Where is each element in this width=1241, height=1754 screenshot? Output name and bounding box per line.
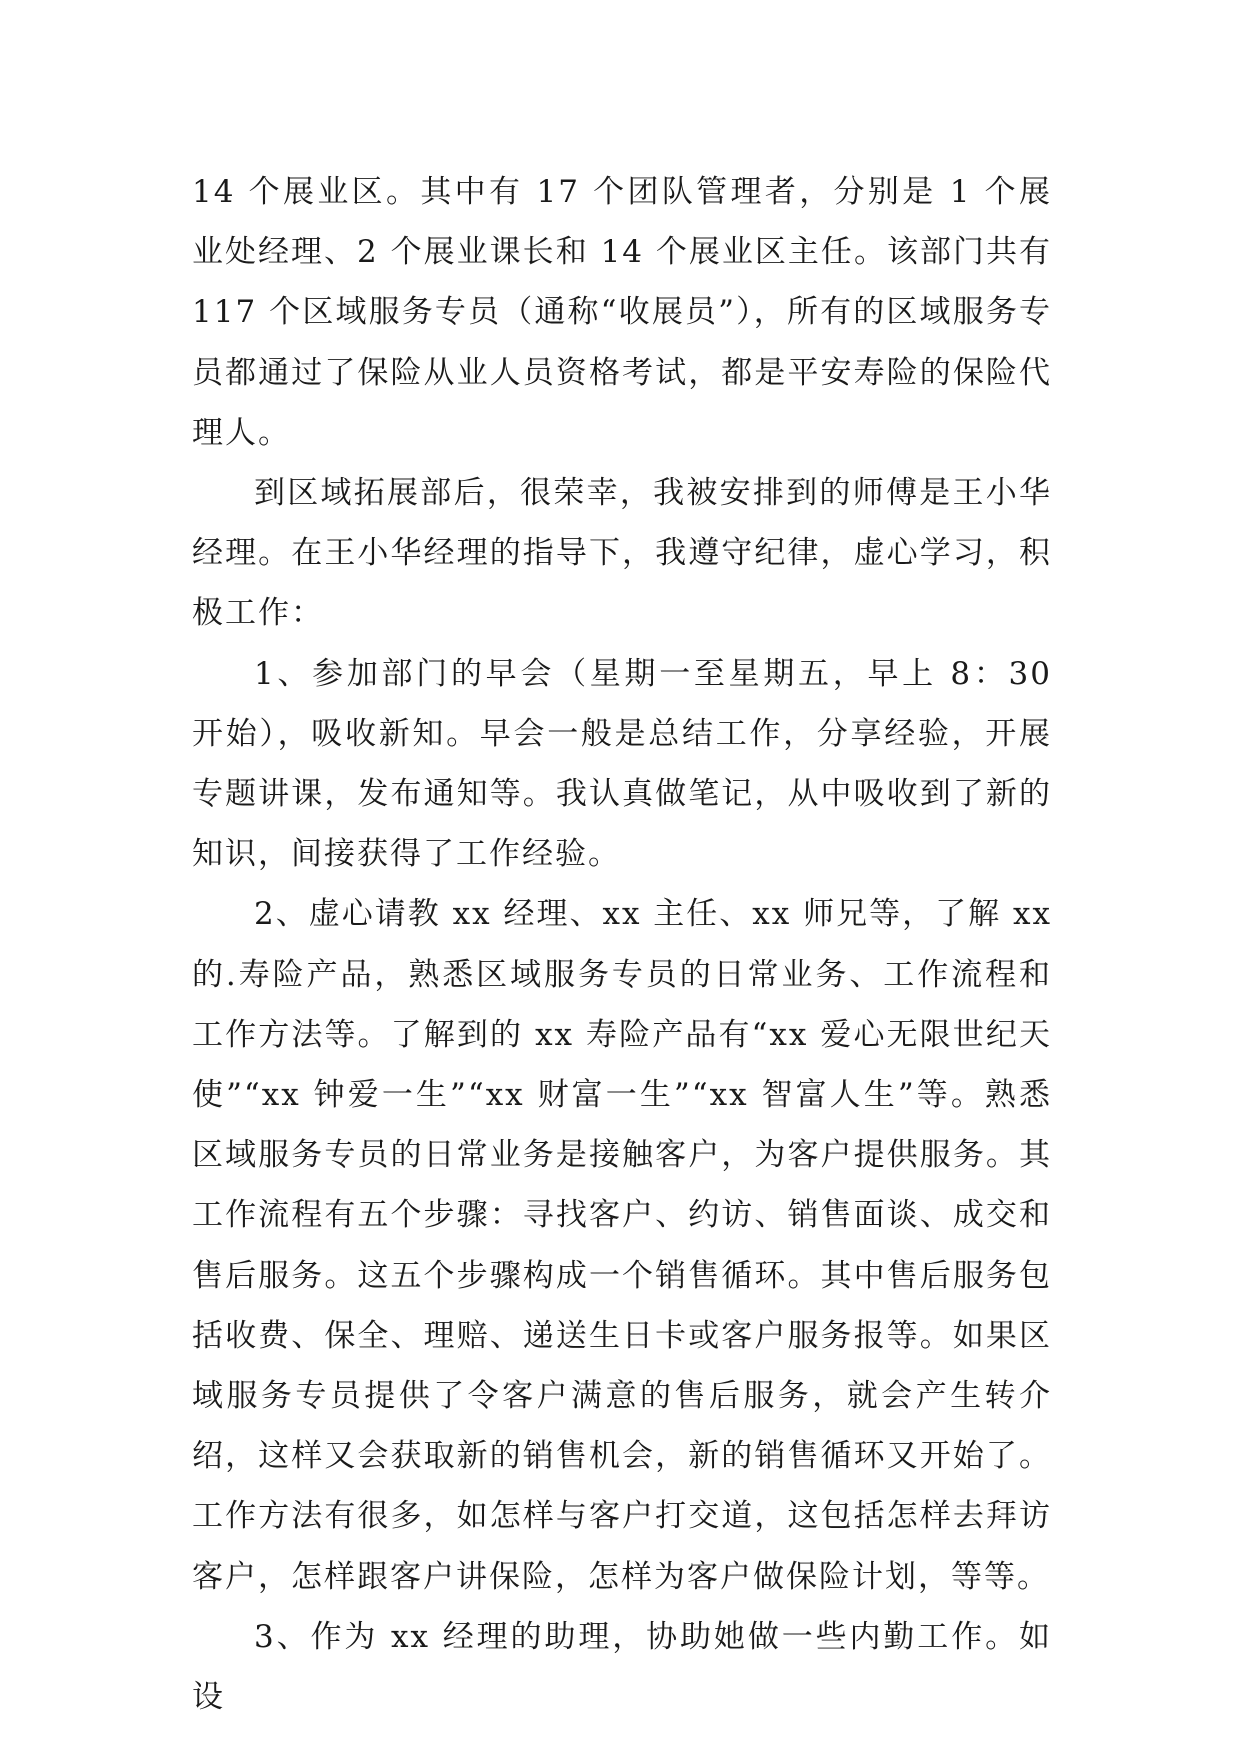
document-body bbox=[192, 162, 1052, 1727]
paragraph-assistant-work: 3、作为 xx 经理的助理，协助她做一些内勤工作。如设 bbox=[192, 1618, 1052, 1716]
paragraph-learning-products: 2、虚心请教 xx 经理、xx 主任、xx 师兄等，了解 xx 的.寿险产品，熟悉区域服务专员的日常业务、工作流程和工作方法等。了解到的 xx 寿险产品有“xx 爱心无限世纪天使”“xx 钟爱一生”“xx 财富一生”“xx 智富人生”等。熟悉区域服务专员的日常业务是接触客户，为客户提供服务。其工作流程有五个步骤：寻找客户、约访、销售面谈、成交和售后服务。这五个步骤构成一个销售循环。其中售后服务包括收费、保全、理赔、递送生日卡或客户服务报等。如果区域服务专员提供了令客户满意的售后服务，就会产生转介绍，这样又会获取新的销售机会，新的销售循环又开始了。工作方法有很多，如怎样与客户打交道，这包括怎样去拜访客户，怎样跟客户讲保险，怎样为客户做保险计划，等等。 bbox=[192, 896, 1052, 1595]
paragraph-morning-meeting: 1、参加部门的早会（星期一至星期五，早上 8：30 开始），吸收新知。早会一般是总结工作，分享经验，开展专题讲课，发布通知等。我认真做笔记，从中吸收到了新的知识，间接获得了工作经验。 bbox=[192, 655, 1052, 873]
paragraph-mentor-assignment: 到区域拓展部后，很荣幸，我被安排到的师傅是王小华经理。在王小华经理的指导下，我遵守纪律，虚心学习，积极工作： bbox=[192, 475, 1052, 632]
paragraph-department-overview: 14 个展业区。其中有 17 个团队管理者，分别是 1 个展业处经理、2 个展业课长和 14 个展业区主任。该部门共有 117 个区域服务专员（通称“收展员”），所有的区域服务专员都通过了保险从业人员资格考试，都是平安寿险的保险代理人。 bbox=[192, 174, 1052, 451]
